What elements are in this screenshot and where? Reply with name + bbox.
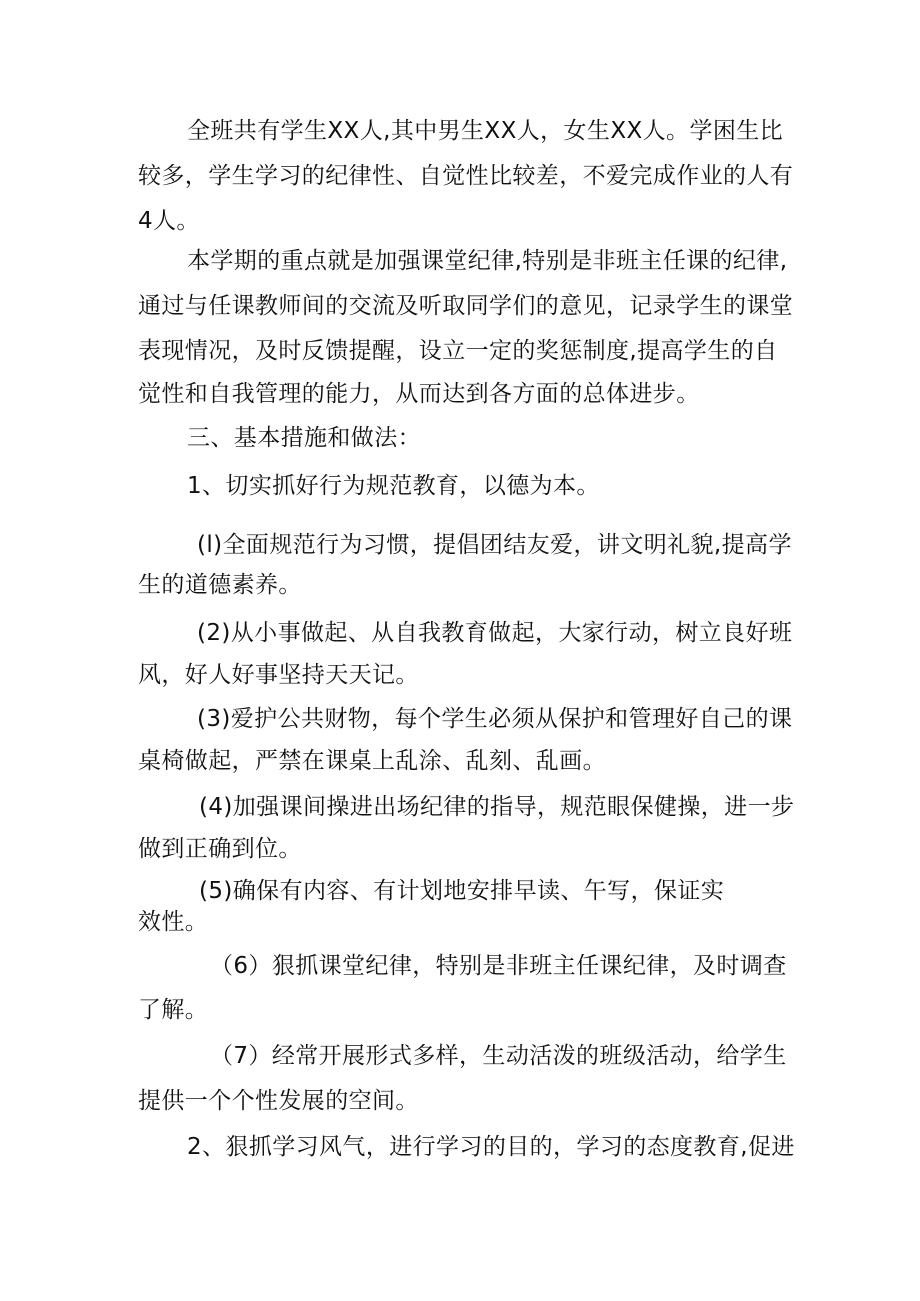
list-item-line: （6）狠抓课堂纪律，特别是非班主任课纪律，及时调查	[210, 953, 787, 979]
list-item-line: (2)从小事做起、从自我教育做起，大家行动，树立良好班	[197, 620, 793, 646]
paragraph-line: 4人。	[138, 208, 200, 234]
list-item-line: (3)爱护公共财物，每个学生必须从保护和管理好自己的课	[197, 706, 793, 732]
paragraph-line: 本学期的重点就是加强课堂纪律,特别是非班主任课的纪律,	[187, 248, 788, 274]
list-item-line: 了解。	[138, 997, 209, 1023]
paragraph-line: 全班共有学生XX人,其中男生XX人，女生XX人。学困生比	[187, 118, 784, 144]
subsection-heading: 1、切实抓好行为规范教育，以德为本。	[187, 473, 600, 499]
section-heading: 三、基本措施和做法：	[187, 425, 421, 451]
list-item-line: 风，好人好事坚持天天记。	[138, 662, 419, 688]
paragraph-line: 表现情况，及时反馈提醒，设立一定的奖惩制度,提高学生的自	[138, 338, 778, 364]
paragraph-line: 觉性和自我管理的能力，从而达到各方面的总体进步。	[138, 381, 700, 407]
paragraph-line: 较多，学生学习的纪律性、自觉性比较差，不爱完成作业的人有	[138, 163, 794, 189]
list-item-line: 提供一个个性发展的空间。	[138, 1088, 419, 1114]
list-item-line: 做到正确到位。	[138, 836, 302, 862]
list-item-line: 桌椅做起，严禁在课桌上乱涂、乱刻、乱画。	[138, 748, 606, 774]
list-item-line: 效性。	[138, 909, 209, 935]
list-item-line: (5)确保有内容、有计划地安排早读、午写，保证实	[199, 878, 725, 904]
paragraph-line: 通过与任课教师间的交流及听取同学们的意见，记录学生的课堂	[138, 293, 794, 319]
subsection-heading: 2、狠抓学习风气，进行学习的目的，学习的态度教育,促进	[187, 1134, 795, 1160]
list-item-line: （7）经常开展形式多样，生动活泼的班级活动，给学生	[210, 1043, 787, 1069]
list-item-line: (4)加强课间操进出场纪律的指导，规范眼保健操，进一步	[199, 794, 795, 820]
list-item-line: (l)全面规范行为习惯，提倡团结友爱，讲文明礼貌,提高学	[197, 532, 792, 558]
list-item-line: 生的道德素养。	[138, 572, 302, 598]
